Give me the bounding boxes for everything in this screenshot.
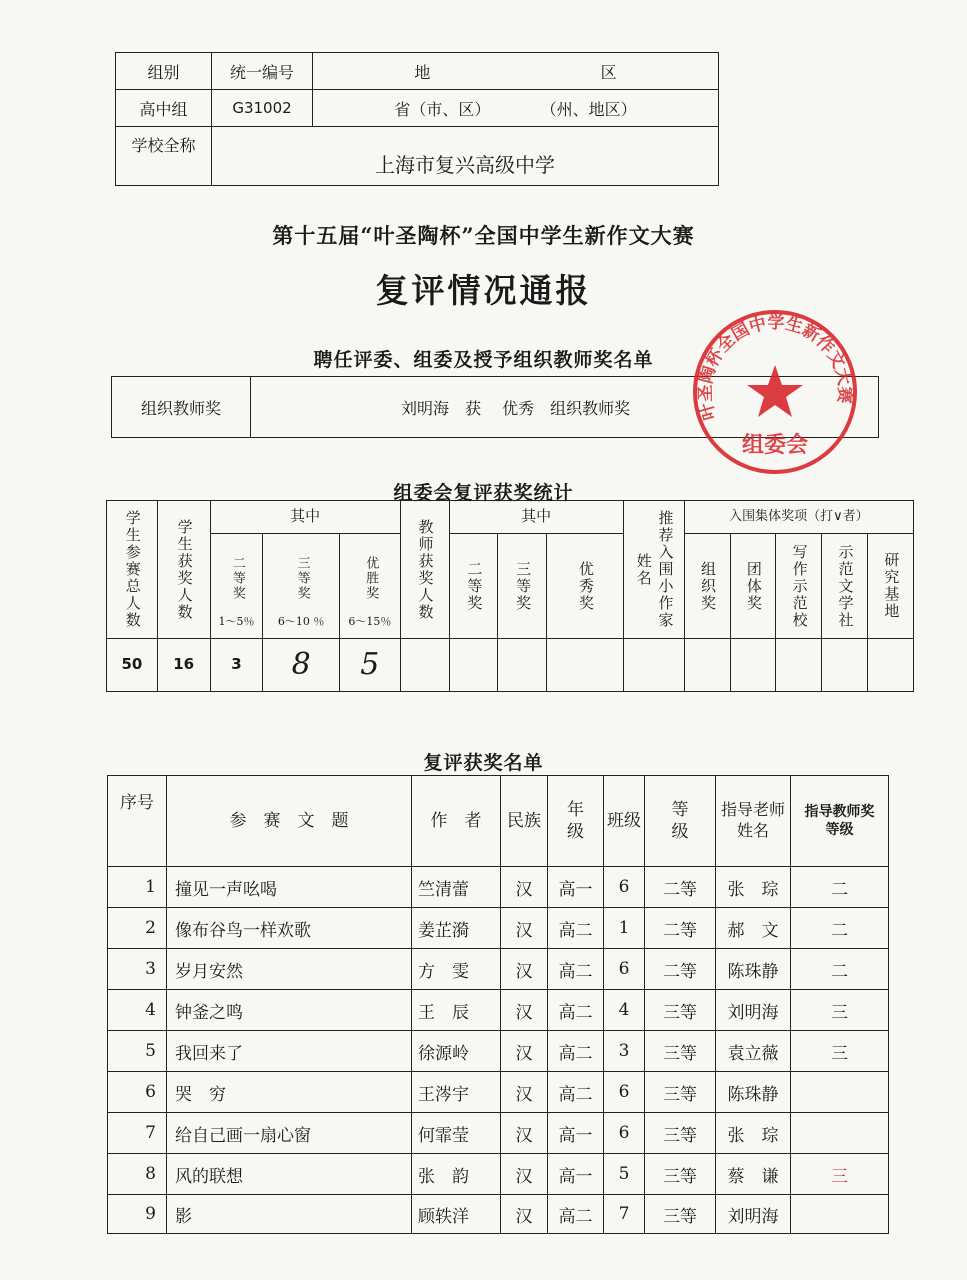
- row-author: 王 辰: [412, 990, 501, 1031]
- stat-header-c1: 组织奖: [684, 534, 730, 639]
- row-author: 王涔宇: [412, 1072, 501, 1113]
- row-no: 3: [108, 949, 167, 990]
- stat-header-t-second: 二等奖: [449, 534, 498, 639]
- stat-header-c4: 示范文学社: [822, 534, 868, 639]
- row-level: 三等: [645, 1154, 716, 1195]
- row-author: 何霏莹: [412, 1113, 501, 1154]
- stat-header-third: 三等奖 6～10 ％: [263, 534, 340, 639]
- row-level: 三等: [645, 990, 716, 1031]
- row-ethnicity: 汉: [501, 1031, 548, 1072]
- row-teacher: 陈珠静: [716, 1072, 791, 1113]
- row-level: 二等: [645, 908, 716, 949]
- row-teacher: 郝 文: [716, 908, 791, 949]
- code-value: G31002: [212, 90, 313, 127]
- row-no: 1: [108, 867, 167, 908]
- col-class: 班级: [604, 776, 645, 867]
- row-ethnicity: 汉: [501, 1113, 548, 1154]
- row-teacher: 张 琮: [716, 1113, 791, 1154]
- row-level: 三等: [645, 1031, 716, 1072]
- row-author: 张 韵: [412, 1154, 501, 1195]
- stat-header-c2: 团体奖: [730, 534, 776, 639]
- row-no: 7: [108, 1113, 167, 1154]
- stat-header-among1: 其中: [210, 501, 400, 534]
- stamp-ring-text: 叶圣陶杯全国中学生新作文大赛: [695, 313, 855, 423]
- table-row: [108, 1031, 889, 1072]
- contest-title: 第十五届“叶圣陶杯”全国中学生新作文大赛: [272, 223, 695, 248]
- table-row: [108, 1113, 889, 1154]
- region-province: 省（市、区）: [394, 99, 491, 119]
- row-author: 徐源岭: [412, 1031, 501, 1072]
- stat-header-t-third: 三等奖: [498, 534, 547, 639]
- stat-header-total: 学生参赛总人数: [107, 501, 158, 639]
- stats-table: [106, 500, 914, 692]
- row-ethnicity: 汉: [501, 1072, 548, 1113]
- stat-header-winners: 学生获奖人数: [157, 501, 210, 639]
- row-no: 4: [108, 990, 167, 1031]
- row-ethnicity: 汉: [501, 949, 548, 990]
- row-level: 三等: [645, 1113, 716, 1154]
- row-ethnicity: 汉: [501, 990, 548, 1031]
- row-grade: 高二: [548, 1072, 604, 1113]
- school-label: 学校全称: [116, 127, 212, 186]
- row-teacher: 刘明海: [716, 1195, 791, 1234]
- row-class: 4: [604, 990, 645, 1031]
- row-teacher: 蔡 谦: [716, 1154, 791, 1195]
- row-teacher-award: 三: [791, 1031, 889, 1072]
- region-label-1: 地: [414, 62, 431, 82]
- stat-header-second: 二等奖 1～5％: [210, 534, 263, 639]
- row-teacher-award: 二: [791, 908, 889, 949]
- row-grade: 高二: [548, 990, 604, 1031]
- row-ethnicity: 汉: [501, 867, 548, 908]
- col-title: 参 赛 文 题: [167, 776, 412, 867]
- row-teacher: 张 琮: [716, 867, 791, 908]
- row-class: 7: [604, 1195, 645, 1234]
- stat-header-among2: 其中: [449, 501, 623, 534]
- row-class: 6: [604, 1113, 645, 1154]
- stat-total: 50: [107, 639, 158, 692]
- row-teacher: 刘明海: [716, 990, 791, 1031]
- region-label: [313, 53, 719, 90]
- stat-second: 3: [210, 639, 263, 692]
- col-ethnicity: 民族: [501, 776, 548, 867]
- row-title: 给自己画一扇心窗: [167, 1113, 412, 1154]
- row-teacher: 陈珠静: [716, 949, 791, 990]
- row-teacher-award: 三: [791, 1154, 889, 1195]
- row-grade: 高一: [548, 1113, 604, 1154]
- teacher-award-content: 刘明海 获 优秀 组织教师奖: [251, 377, 879, 438]
- row-level: 三等: [645, 1195, 716, 1234]
- row-class: 6: [604, 949, 645, 990]
- stat-third: 8: [263, 639, 340, 692]
- row-title: 影: [167, 1195, 412, 1234]
- code-label: 统一编号: [212, 53, 313, 90]
- table-row: [108, 949, 889, 990]
- row-no: 8: [108, 1154, 167, 1195]
- row-title: 像布谷鸟一样欢歌: [167, 908, 412, 949]
- official-seal-stamp: [690, 307, 860, 477]
- row-title: 撞见一声吆喝: [167, 867, 412, 908]
- group-label: 组别: [116, 53, 212, 90]
- stamp-center-text: 组委会: [741, 433, 809, 458]
- row-teacher-award: [791, 1072, 889, 1113]
- stat-header-collective: 入围集体奖项（打∨者）: [684, 501, 913, 534]
- stat-merit: 5: [339, 639, 400, 692]
- table-row: [108, 867, 889, 908]
- row-ethnicity: 汉: [501, 908, 548, 949]
- row-title: 钟釜之鸣: [167, 990, 412, 1031]
- row-author: 方 雯: [412, 949, 501, 990]
- col-teacher: 指导老师姓名: [716, 776, 791, 867]
- school-value: 上海市复兴高级中学: [212, 127, 719, 186]
- row-teacher-award: [791, 1113, 889, 1154]
- row-level: 三等: [645, 1072, 716, 1113]
- awards-table: [107, 775, 889, 1234]
- row-no: 9: [108, 1195, 167, 1234]
- table-row: [108, 990, 889, 1031]
- row-grade: 高二: [548, 908, 604, 949]
- table-row: [108, 1195, 889, 1234]
- row-grade: 高二: [548, 1031, 604, 1072]
- section1-heading: 聘任评委、组委及授予组织教师奖名单: [313, 349, 654, 371]
- table-row: [108, 1072, 889, 1113]
- row-class: 6: [604, 1072, 645, 1113]
- row-author: 竺清蕾: [412, 867, 501, 908]
- region-label-2: 区: [600, 62, 617, 82]
- table-row: [108, 1154, 889, 1195]
- row-no: 6: [108, 1072, 167, 1113]
- stat-header-t-merit: 优秀奖: [547, 534, 624, 639]
- row-teacher-award: 二: [791, 867, 889, 908]
- group-value: 高中组: [116, 90, 212, 127]
- row-title: 我回来了: [167, 1031, 412, 1072]
- stat-header-teacher-winners: 教师获奖人数: [400, 501, 449, 639]
- col-level: 等级: [645, 776, 716, 867]
- stat-header-recommend: 推荐入围小作家姓名: [623, 501, 684, 639]
- row-title: 风的联想: [167, 1154, 412, 1195]
- row-grade: 高二: [548, 949, 604, 990]
- report-title: 复评情况通报: [375, 271, 592, 310]
- row-class: 1: [604, 908, 645, 949]
- row-class: 3: [604, 1031, 645, 1072]
- table-row: [108, 908, 889, 949]
- row-title: 岁月安然: [167, 949, 412, 990]
- teacher-award-label: 组织教师奖: [112, 377, 251, 438]
- row-class: 6: [604, 867, 645, 908]
- row-author: 顾轶洋: [412, 1195, 501, 1234]
- col-author: 作 者: [412, 776, 501, 867]
- row-teacher-award: 二: [791, 949, 889, 990]
- row-grade: 高二: [548, 1195, 604, 1234]
- region-prefecture: （州、地区）: [540, 99, 637, 119]
- row-ethnicity: 汉: [501, 1195, 548, 1234]
- stat-header-merit: 优胜奖 6～15％: [339, 534, 400, 639]
- section2-heading: 组委会复评获奖统计: [393, 482, 574, 504]
- star-icon: [747, 365, 803, 417]
- row-level: 二等: [645, 867, 716, 908]
- row-ethnicity: 汉: [501, 1154, 548, 1195]
- stat-winners: 16: [157, 639, 210, 692]
- row-level: 二等: [645, 949, 716, 990]
- row-no: 5: [108, 1031, 167, 1072]
- row-class: 5: [604, 1154, 645, 1195]
- row-teacher-award: 三: [791, 990, 889, 1031]
- col-grade: 年级: [548, 776, 604, 867]
- section3-heading: 复评获奖名单: [423, 752, 544, 774]
- row-teacher: 袁立薇: [716, 1031, 791, 1072]
- region-value: [313, 90, 719, 127]
- col-no: 序号: [108, 776, 167, 867]
- row-title: 哭 穷: [167, 1072, 412, 1113]
- info-table: [115, 52, 719, 186]
- row-teacher-award: [791, 1195, 889, 1234]
- stat-header-c3: 写作示范校: [776, 534, 822, 639]
- row-no: 2: [108, 908, 167, 949]
- stat-header-c5: 研究基地: [868, 534, 914, 639]
- row-author: 姜芷漪: [412, 908, 501, 949]
- col-teacher-award: 指导教师奖等级: [791, 776, 889, 867]
- row-grade: 高一: [548, 1154, 604, 1195]
- row-grade: 高一: [548, 867, 604, 908]
